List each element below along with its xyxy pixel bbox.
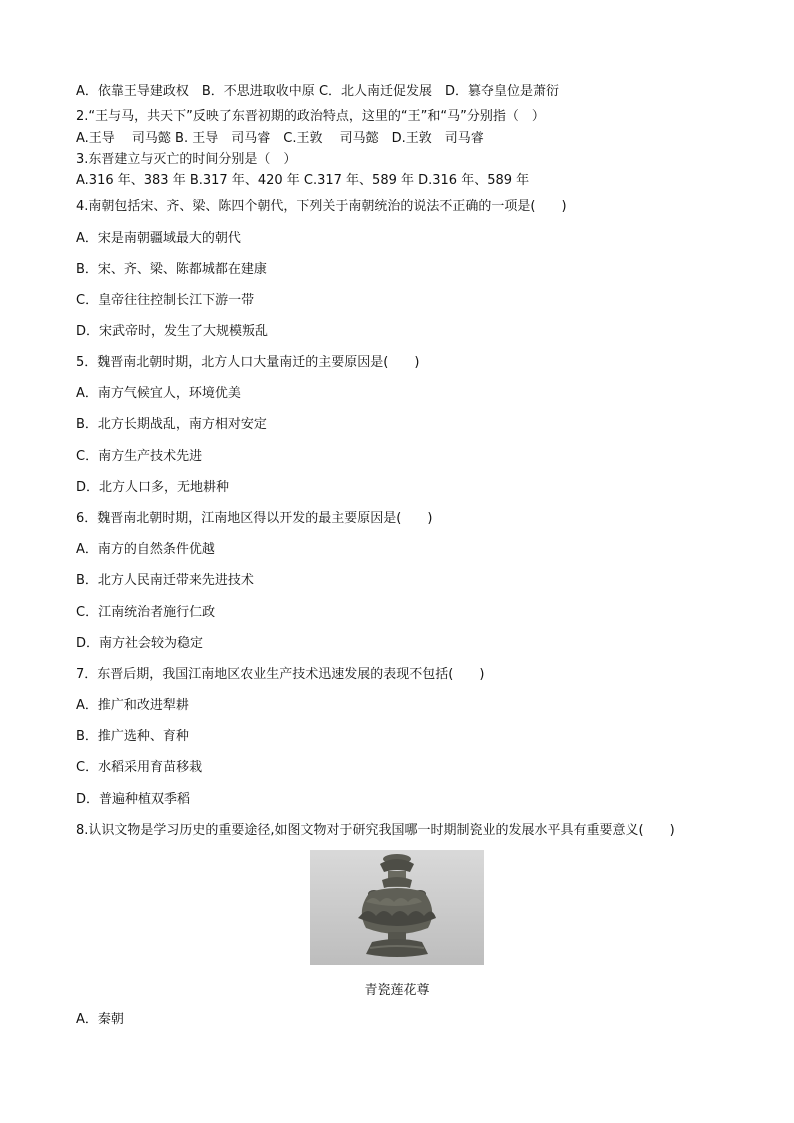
q5-option-b: B．北方长期战乱，南方相对安定 xyxy=(76,417,267,432)
q4-option-d: D．宋武帝时，发生了大规模叛乱 xyxy=(76,324,269,339)
q4-option-b: B．宋、齐、梁、陈都城都在建康 xyxy=(76,262,267,277)
q6-option-c: C．江南统治者施行仁政 xyxy=(76,605,216,620)
q3-stem: 3.东晋建立与灭亡的时间分别是（ ） xyxy=(76,152,297,167)
q8-option-a: A．秦朝 xyxy=(76,1012,124,1027)
q7-stem: 7．东晋后期，我国江南地区农业生产技术迅速发展的表现不包括( ) xyxy=(76,667,485,682)
q4-option-a: A．宋是南朝疆域最大的朝代 xyxy=(76,231,241,246)
q5-stem: 5．魏晋南北朝时期，北方人口大量南迁的主要原因是( ) xyxy=(76,355,420,370)
q6-option-d: D．南方社会较为稳定 xyxy=(76,636,204,651)
q5-option-a: A．南方气候宜人，环境优美 xyxy=(76,386,241,401)
q7-option-c: C．水稻采用育苗移栽 xyxy=(76,760,203,775)
q7-option-a: A．推广和改进犁耕 xyxy=(76,698,189,713)
q2-options: A.王导 司马懿 B. 王导 司马睿 C.王敦 司马懿 D.王敦 司马睿 xyxy=(76,131,484,146)
q2-stem: 2.“王与马，共天下”反映了东晋初期的政治特点，这里的“王”和“马”分别指（ ） xyxy=(76,109,545,124)
q8-stem: 8.认识文物是学习历史的重要途径,如图文物对于研究我国哪一时期制瓷业的发展水平具有重要意义( ) xyxy=(76,823,675,838)
q7-option-d: D．普遍种植双季稻 xyxy=(76,792,191,807)
q7-option-b: B．推广选种、育种 xyxy=(76,729,189,744)
q6-option-a: A．南方的自然条件优越 xyxy=(76,542,215,557)
q6-stem: 6．魏晋南北朝时期，江南地区得以开发的最主要原因是( ) xyxy=(76,511,433,526)
figure-caption: 青瓷莲花尊 xyxy=(364,983,430,998)
q5-option-d: D．北方人口多，无地耕种 xyxy=(76,480,230,495)
vessel-illustration xyxy=(310,850,484,965)
q6-option-b: B．北方人民南迁带来先进技术 xyxy=(76,573,254,588)
celadon-lotus-vessel-photo xyxy=(310,850,484,965)
q5-option-c: C．南方生产技术先进 xyxy=(76,449,203,464)
q4-option-c: C．皇帝往往控制长江下游一带 xyxy=(76,293,255,308)
q1-options: A．依靠王导建政权 B．不思进取收中原 C．北人南迁促发展 D．篡夺皇位是萧衍 xyxy=(76,84,560,99)
q4-stem: 4.南朝包括宋、齐、梁、陈四个朝代，下列关于南朝统治的说法不正确的一项是( ) xyxy=(76,199,567,214)
q3-options: A.316 年、383 年 B.317 年、420 年 C.317 年、589 年 D.316 年、589 年 xyxy=(76,173,530,188)
